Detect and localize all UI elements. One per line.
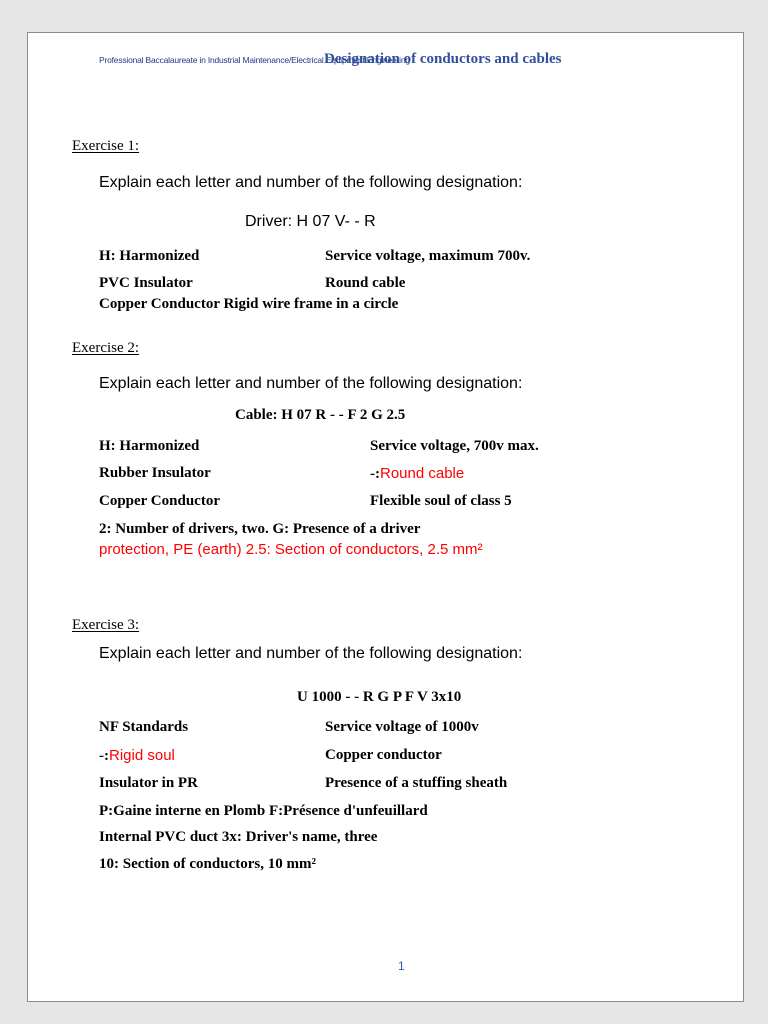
ex2-row1-left: H: Harmonized: [99, 438, 200, 454]
document-page: [27, 32, 744, 1002]
ex2-row3-left: Copper Conductor: [99, 493, 220, 509]
ex3-row5: Internal PVC duct 3x: Driver's name, three: [99, 829, 378, 845]
ex2-row2-right: [370, 465, 464, 483]
ex1-row3: Copper Conductor Rigid wire frame in a circle: [99, 296, 399, 312]
exercise-3-prompt: Explain each letter and number of the following designation:: [99, 645, 523, 662]
ex3-row2-left-prefix: -:: [99, 748, 109, 764]
exercise-2-heading: Exercise 2:: [72, 340, 140, 356]
ex3-row3-left: Insulator in PR: [99, 775, 198, 791]
ex2-row3-right: Flexible soul of class 5: [370, 493, 512, 509]
exercise-1-prompt: Explain each letter and number of the following designation:: [99, 174, 523, 191]
header-subtitle: Professional Baccalaureate in Industrial Maintenance/Electrical Equipment Engineering: [99, 55, 410, 65]
exercise-2-designation: Cable: H 07 R - - F 2 G 2.5: [235, 407, 406, 423]
exercise-3-designation: U 1000 - - R G P F V 3x10: [297, 689, 462, 705]
exercise-2-prompt: Explain each letter and number of the following designation:: [99, 375, 523, 392]
ex2-row2-left: Rubber Insulator: [99, 465, 211, 481]
ex2-row2-right-prefix: -:: [370, 466, 380, 482]
ex1-row2-left: PVC Insulator: [99, 275, 193, 291]
exercise-1-designation: Driver: H 07 V- - R: [245, 213, 376, 230]
ex3-row1-left: NF Standards: [99, 719, 189, 735]
ex2-row2-right-highlight: Round cable: [380, 465, 465, 482]
exercise-3-heading: Exercise 3:: [72, 617, 140, 633]
ex3-row3-right: Presence of a stuffing sheath: [325, 775, 508, 791]
ex3-row6: 10: Section of conductors, 10 mm²: [99, 856, 316, 872]
ex2-row1-right: Service voltage, 700v max.: [370, 438, 539, 454]
ex2-row5-highlight: protection, PE (earth) 2.5: Section of conductors, 2.5 mm²: [99, 541, 483, 558]
ex3-row4: P:Gaine interne en Plomb F:Présence d'unfeuillard: [99, 803, 428, 819]
ex3-row2-left-highlight: Rigid soul: [109, 747, 175, 764]
exercise-1-heading: Exercise 1:: [72, 138, 140, 154]
ex3-row2-right: Copper conductor: [325, 747, 442, 763]
header-title: Designation of conductors and cables: [324, 51, 562, 67]
ex2-row4: 2: Number of drivers, two. G: Presence of a driver: [99, 521, 421, 537]
ex3-row2-left: [99, 747, 175, 765]
ex3-row1-right: Service voltage of 1000v: [325, 719, 479, 735]
ex1-row1-left: H: Harmonized: [99, 248, 200, 264]
ex1-row1-right: Service voltage, maximum 700v.: [325, 248, 531, 264]
ex1-row2-right: Round cable: [325, 275, 406, 291]
page-number: 1: [398, 959, 405, 973]
